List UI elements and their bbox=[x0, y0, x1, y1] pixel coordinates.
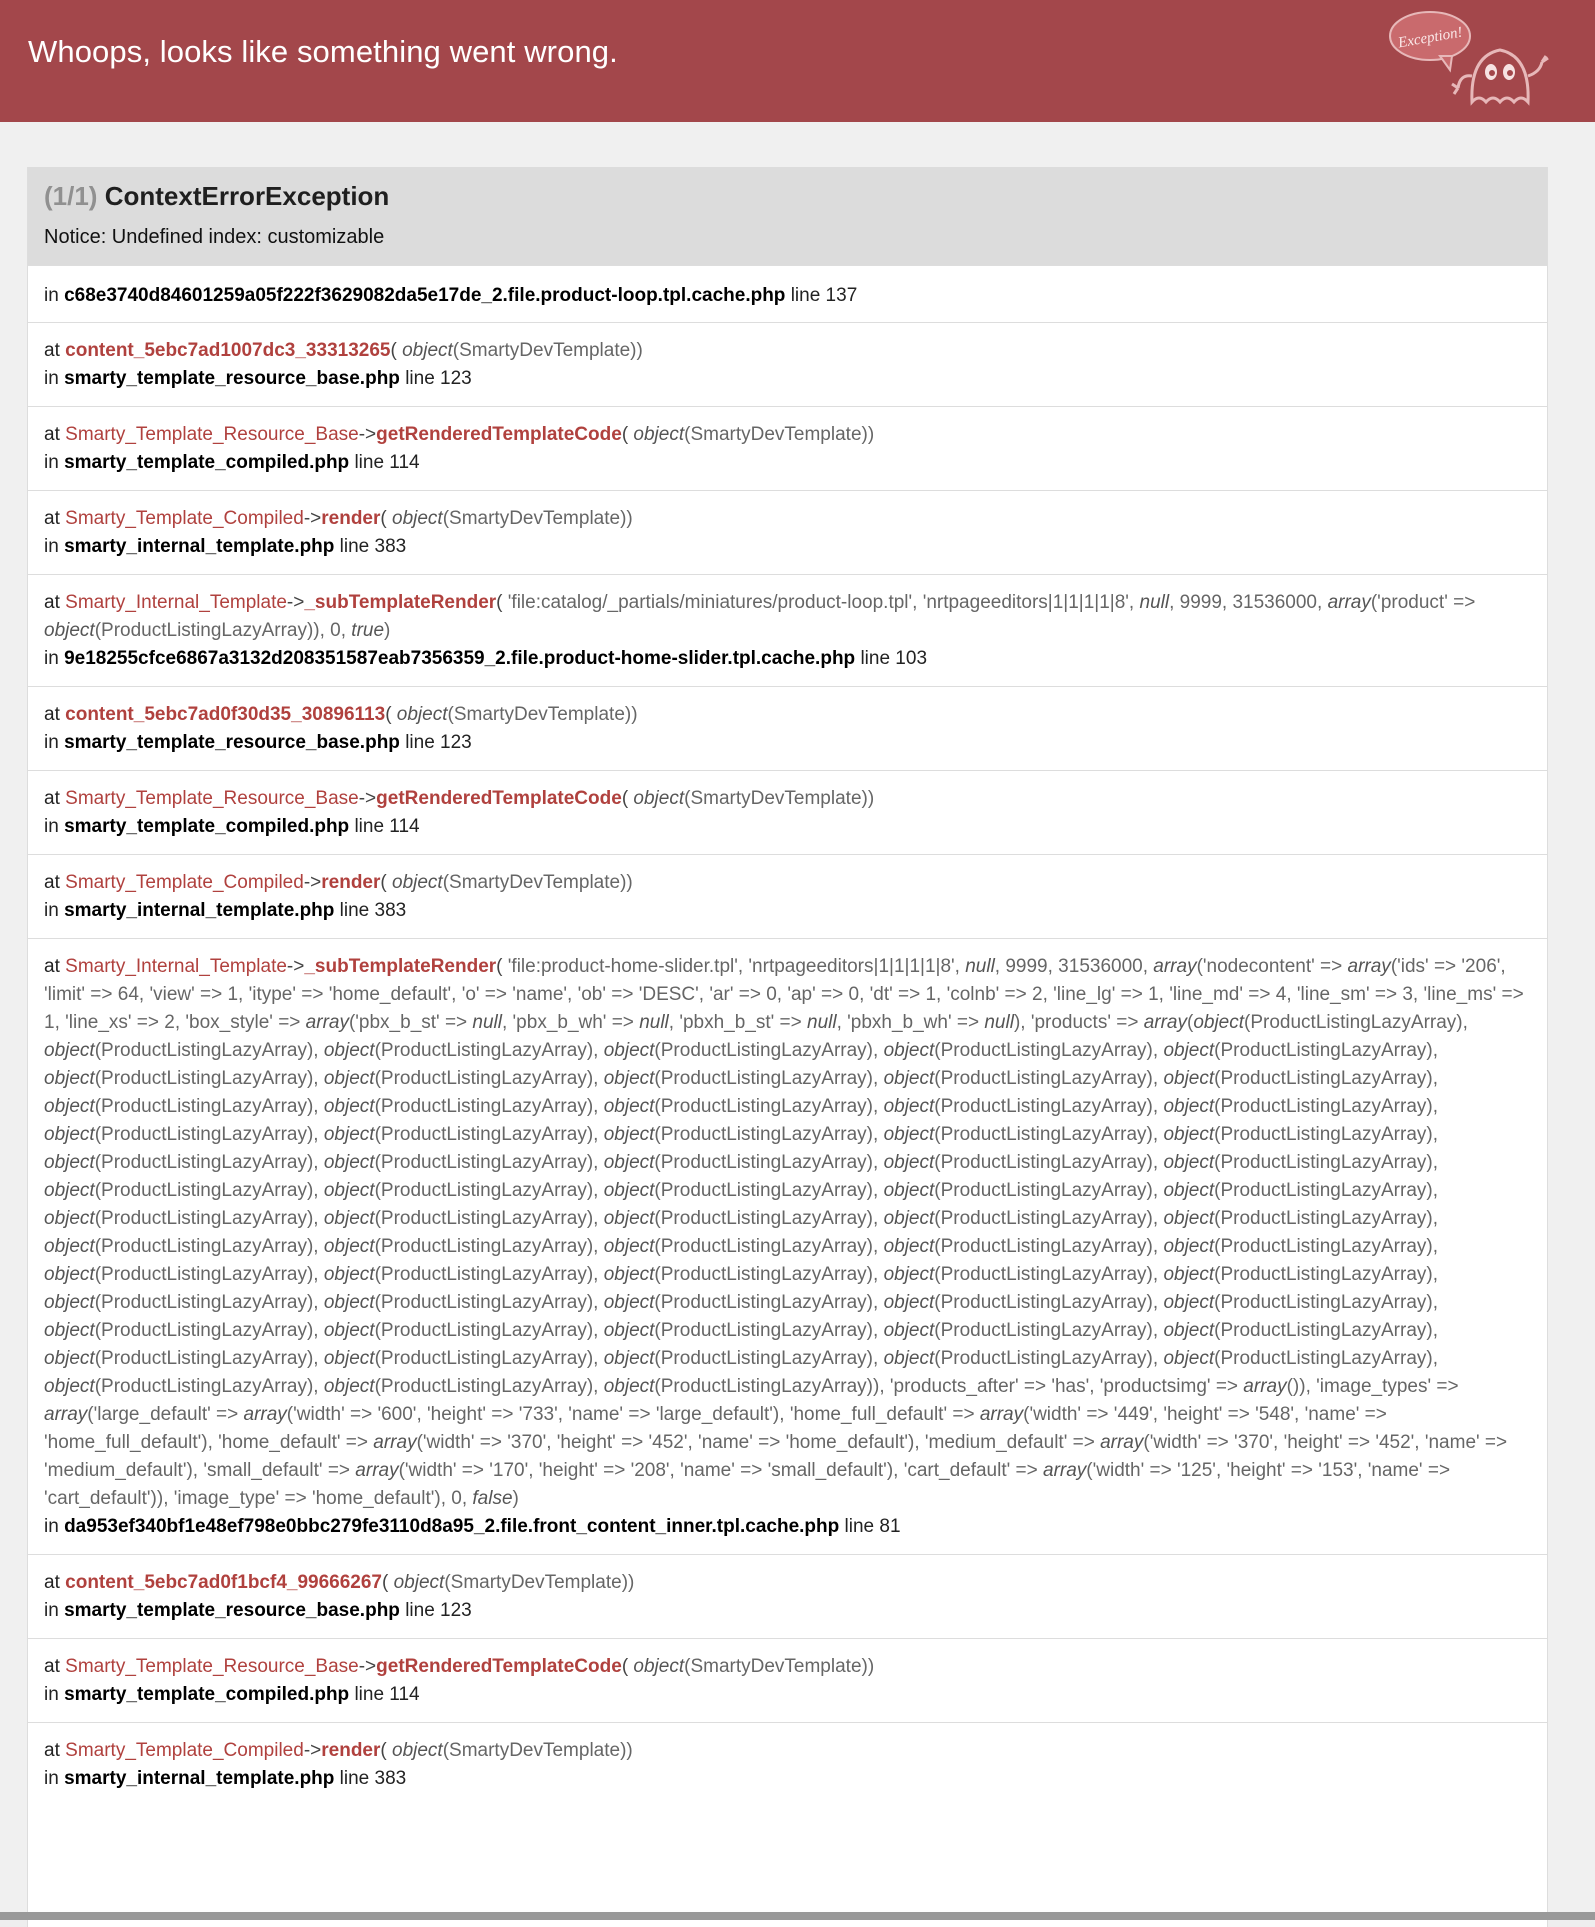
trace-function: _subTemplateRender bbox=[304, 592, 497, 613]
trace-arrow: -> bbox=[303, 1740, 322, 1761]
trace-file: smarty_template_resource_base.php bbox=[64, 368, 400, 389]
trace-arrow: -> bbox=[286, 592, 305, 613]
trace-arg-type: object bbox=[392, 508, 443, 529]
trace-class: Smarty_Template_Resource_Base bbox=[65, 788, 359, 809]
trace-arg-type: object bbox=[396, 704, 448, 725]
trace-at-label: at bbox=[44, 788, 60, 809]
trace-arrow: -> bbox=[303, 508, 322, 529]
trace-line: line 81 bbox=[844, 1516, 901, 1537]
trace-arrow: -> bbox=[286, 956, 305, 977]
trace-function: render bbox=[321, 1740, 381, 1761]
exception-message: Notice: Undefined index: customizable bbox=[44, 226, 385, 248]
trace-line: line 114 bbox=[354, 452, 420, 473]
trace-arg-type: object bbox=[392, 1740, 443, 1761]
trace-call: at Smarty_Internal_Template->_subTemplateRender( 'file:product-home-slider.tpl', 'nrtpageeditors|1|1|1|1|8', null, 9999, 31536000, array('nodecontent' => array('ids' => '206', 'limit' => 64, 'view' => 1, 'itype' => 'home_default', 'o' => 'name', 'ob' => 'DESC', 'ar' => 0, 'ap' => 0, 'dt' => 1, 'colnb' => 2, 'line_lg' => 1, 'line_md' => 4, 'line_sm' => 3, 'line_ms' => 1, 'line_xs' => 2, 'box_style' => array('pbx_b_st' => null, 'pbx_b_wh' => null, 'pbxh_b_st' => null, 'pbxh_b_wh' => null), 'products' => array(object(ProductListingLazyArray), object(ProductListingLazyArray), object(ProductListingLazyArray), object(ProductListingLazyArray), object(ProductListingLazyArray), object(ProductListingLazyArray), object(ProductListingLazyArray), object(ProductListingLazyArray), object(ProductListingLazyArray), object(ProductListingLazyArray), object(ProductListingLazyArray), object(ProductListingLazyArray), object(ProductListingLazyArray), object(ProductListingLazyArray), object(ProductListingLazyArray), object(ProductListingLazyArray), object(ProductListingLazyArray), object(ProductListingLazyArray), object(ProductListingLazyArray), object(ProductListingLazyArray), object(ProductListingLazyArray), object(ProductListingLazyArray), object(ProductListingLazyArray), object(ProductListingLazyArray), object(ProductListingLazyArray), object(ProductListingLazyArray), object(ProductListingLazyArray), object(ProductListingLazyArray), object(ProductListingLazyArray), object(ProductListingLazyArray), object(ProductListingLazyArray), object(ProductListingLazyArray), object(ProductListingLazyArray), object(ProductListingLazyArray), object(ProductListingLazyArray), object(ProductListingLazyArray), object(ProductListingLazyArray), object(ProductListingLazyArray), object(ProductListingLazyArray), object(ProductListingLazyArray), object(ProductListingLazyArray), object(ProductListingLazyArray), object(ProductListingLazyArray), object(ProductListingLazyArray), object(ProductListingLazyArray), object(ProductListingLazyArray), object(ProductListingLazyArray), object(ProductListingLazyArray), object(ProductListingLazyArray), object(ProductListingLazyArray), object(ProductListingLazyArray), object(ProductListingLazyArray), object(ProductListingLazyArray), object(ProductListingLazyArray), object(ProductListingLazyArray), object(ProductListingLazyArray), object(ProductListingLazyArray), object(ProductListingLazyArray), object(ProductListingLazyArray), object(ProductListingLazyArray), object(ProductListingLazyArray), object(ProductListingLazyArray), object(ProductListingLazyArray), object(ProductListingLazyArray)), 'products_after' => 'has', 'productsimg' => array()), 'image_types' => array('large_default' => array('width' => '600', 'height' => '733', 'name' => 'large_default'), 'home_full_default' => array('width' => '449', 'height' => '548', 'name' => 'home_full_default'), 'home_default' => array('width' => '370', 'height' => '452', 'name' => 'home_default'), 'medium_default' => array('width' => '370', 'height' => '452', 'name' => 'medium_default'), 'small_default' => array('width' => '170', 'height' => '208', 'name' => 'small_default'), 'cart_default' => array('width' => '125', 'height' => '153', 'name' => 'cart_default')), 'image_type' => 'home_default'), 0, false) bbox=[44, 956, 1524, 1509]
trace-at-label: at bbox=[44, 508, 60, 529]
trace-arg-type: object bbox=[402, 340, 453, 361]
trace-location: in smarty_template_compiled.php line 114 bbox=[44, 816, 420, 837]
trace-call: at Smarty_Template_Compiled->render( object(SmartyDevTemplate)) bbox=[44, 872, 633, 893]
trace-call: at Smarty_Template_Compiled->render( object(SmartyDevTemplate)) bbox=[44, 1740, 633, 1761]
trace-function: content_5ebc7ad0f30d35_30896113 bbox=[65, 704, 386, 725]
trace-line: line 123 bbox=[405, 732, 472, 753]
trace-file: 9e18255cfce6867a3132d208351587eab7356359_2.file.product-home-slider.tpl.cache.php bbox=[64, 648, 856, 669]
exception-location: in c68e3740d84601259a05f222f3629082da5e17de_2.file.product-loop.tpl.cache.php line 137 bbox=[28, 265, 1547, 322]
trace-frame bbox=[28, 490, 1547, 574]
trace-location: in smarty_template_compiled.php line 114 bbox=[44, 1684, 420, 1705]
trace-file: da953ef340bf1e48ef798e0bbc279fe3110d8a95_2.file.front_content_inner.tpl.cache.php bbox=[64, 1516, 840, 1537]
trace-line: line 114 bbox=[354, 1684, 420, 1705]
trace-arguments-repeat: object(ProductListingLazyArray), object(ProductListingLazyArray), object(ProductListingLazyArray), object(ProductListingLazyArray), bbox=[44, 1348, 1159, 1369]
trace-frame bbox=[28, 322, 1547, 406]
trace-line: line 123 bbox=[405, 368, 472, 389]
location-file: c68e3740d84601259a05f222f3629082da5e17de_2.file.product-loop.tpl.cache.php bbox=[64, 285, 786, 306]
trace-line: line 123 bbox=[405, 1600, 472, 1621]
trace-line: line 383 bbox=[339, 536, 407, 557]
trace-arg-type: object bbox=[633, 1656, 685, 1677]
trace-at-label: at bbox=[44, 592, 60, 613]
trace-arg-type: object bbox=[633, 788, 685, 809]
exception-count: (1/1) bbox=[44, 181, 98, 211]
trace-class: Smarty_Template_Compiled bbox=[65, 1740, 304, 1761]
trace-arguments-repeat: object(ProductListingLazyArray), object(ProductListingLazyArray), object(ProductListingLazyArray), object(ProductListingLazyArray), bbox=[44, 1236, 1439, 1285]
trace-frame bbox=[28, 574, 1547, 686]
trace-at-label: at bbox=[44, 1572, 60, 1593]
trace-arrow: -> bbox=[358, 788, 377, 809]
trace-arg-type: object bbox=[633, 424, 685, 445]
trace-arrow: -> bbox=[303, 872, 322, 893]
trace-at-label: at bbox=[44, 704, 60, 725]
trace-frame bbox=[28, 770, 1547, 854]
trace-arguments-repeat: object(ProductListingLazyArray), object(ProductListingLazyArray), object(ProductListingLazyArray), object(ProductListingLazyArray), bbox=[323, 1320, 1439, 1341]
trace-location: in smarty_template_compiled.php line 114 bbox=[44, 452, 420, 473]
trace-arg-value: (SmartyDevTemplate)) bbox=[442, 872, 633, 893]
trace-call: at Smarty_Template_Resource_Base->getRenderedTemplateCode( object(SmartyDevTemplate)) bbox=[44, 1656, 875, 1677]
trace-call: at Smarty_Internal_Template->_subTemplateRender( 'file:catalog/_partials/miniatures/product-loop.tpl', 'nrtpageeditors|1|1|1|1|8', null, 9999, 31536000, array('product' => object(ProductListingLazyArray)), 0, true) bbox=[44, 592, 1476, 641]
trace-frame bbox=[28, 1722, 1547, 1806]
trace-arrow: -> bbox=[358, 424, 377, 445]
trace-function: _subTemplateRender bbox=[304, 956, 497, 977]
trace-arguments-repeat: object(ProductListingLazyArray), object(ProductListingLazyArray), object(ProductListingLazyArray), object(ProductListingLazyArray), bbox=[44, 1292, 1439, 1341]
trace-file: smarty_template_compiled.php bbox=[64, 1684, 350, 1705]
trace-arg-value: (SmartyDevTemplate)) bbox=[684, 788, 875, 809]
trace-file: smarty_template_resource_base.php bbox=[64, 732, 400, 753]
trace-function: render bbox=[321, 508, 381, 529]
exception-badge-text: Exception! bbox=[1396, 24, 1464, 52]
trace-arguments-repeat: object(ProductListingLazyArray), object(ProductListingLazyArray), object(ProductListingLazyArray), object(ProductListingLazyArray), bbox=[44, 1236, 1159, 1257]
trace-frame bbox=[28, 854, 1547, 938]
trace-function: content_5ebc7ad0f1bcf4_99666267 bbox=[65, 1572, 382, 1593]
trace-location: in smarty_internal_template.php line 383 bbox=[44, 900, 407, 921]
trace-arg-value: (SmartyDevTemplate)) bbox=[452, 340, 643, 361]
trace-line: line 383 bbox=[339, 900, 407, 921]
trace-file: smarty_template_compiled.php bbox=[64, 816, 350, 837]
trace-arguments: 'file:product-home-slider.tpl', 'nrtpageeditors|1|1|1|1|8', null, 9999, 31536000, array('nodecontent' => array('ids' => '206', 'limit' => 64, 'view' => 1, 'itype' => 'home_default', 'o' => 'name', 'ob' => 'DESC', 'ar' => 0, 'ap' => 0, 'dt' => 1, 'colnb' => 2, 'line_lg' => 1, 'line_md' => 4, 'line_sm' => 3, 'line_ms' => 1, 'line_xs' => 2, 'box_style' => array('pbx_b_st' => null, 'pbx_b_wh' => null, 'pbxh_b_st' => null, 'pbxh_b_wh' => null), 'products' => array(object(ProductListingLazyArray), object(ProductListingLazyArray), object(ProductListingLazyArray), object(ProductListingLazyArray), bbox=[44, 956, 1524, 1061]
trace-arguments-repeat: object(ProductListingLazyArray), object(ProductListingLazyArray), object(ProductListingLazyArray), object(ProductListingLazyArray), bbox=[44, 1040, 1439, 1089]
trace-class: Smarty_Template_Compiled bbox=[65, 872, 304, 893]
trace-arg-value: (SmartyDevTemplate)) bbox=[684, 424, 875, 445]
stack-trace bbox=[28, 322, 1547, 1806]
trace-at-label: at bbox=[44, 340, 60, 361]
trace-arg-value: (SmartyDevTemplate)) bbox=[444, 1572, 635, 1593]
exception-ghost-icon bbox=[1380, 6, 1550, 116]
trace-frame bbox=[28, 938, 1547, 1554]
trace-arguments-tail: object(ProductListingLazyArray), object(ProductListingLazyArray), object(ProductListingLazyArray), object(ProductListingLazyArray)), 'products_after' => 'has', 'productsimg' => array()), 'image_types' => array('large_default' => array('width' => '600', 'height' => '733', 'name' => 'large_default'), 'home_full_default' => array('width' => '449', 'height' => '548', 'name' => 'home_full_default'), 'home_default' => array('width' => '370', 'height' => '452', 'name' => 'home_default'), 'medium_default' => array('width' => '370', 'height' => '452', 'name' => 'medium_default'), 'small_default' => array('width' => '170', 'height' => '208', 'name' => 'small_default'), 'cart_default' => array('width' => '125', 'height' => '153', 'name' => 'cart_default')), 'image_type' => 'home_default'), 0, false) bbox=[44, 1348, 1508, 1509]
trace-frame bbox=[28, 1554, 1547, 1638]
trace-function: getRenderedTemplateCode bbox=[376, 1656, 622, 1677]
trace-file: smarty_template_resource_base.php bbox=[64, 1600, 400, 1621]
trace-line: line 114 bbox=[354, 816, 420, 837]
trace-call: at content_5ebc7ad0f30d35_30896113( object(SmartyDevTemplate)) bbox=[44, 704, 638, 725]
trace-arg-type: object bbox=[393, 1572, 445, 1593]
trace-arguments-repeat: object(ProductListingLazyArray), object(ProductListingLazyArray), object(ProductListingLazyArray), object(ProductListingLazyArray), bbox=[44, 1068, 1439, 1117]
trace-call: at content_5ebc7ad0f1bcf4_99666267( object(SmartyDevTemplate)) bbox=[44, 1572, 635, 1593]
exception-title bbox=[44, 181, 1531, 212]
trace-file: smarty_template_compiled.php bbox=[64, 452, 350, 473]
trace-arguments-repeat: object(ProductListingLazyArray), object(ProductListingLazyArray), object(ProductListingLazyArray), object(ProductListingLazyArray), bbox=[323, 1096, 1439, 1117]
trace-frame bbox=[28, 1638, 1547, 1722]
trace-function: render bbox=[321, 872, 381, 893]
trace-call: at Smarty_Template_Resource_Base->getRenderedTemplateCode( object(SmartyDevTemplate)) bbox=[44, 424, 875, 445]
trace-function: getRenderedTemplateCode bbox=[376, 424, 622, 445]
trace-call: at Smarty_Template_Compiled->render( object(SmartyDevTemplate)) bbox=[44, 508, 633, 529]
trace-arguments-repeat: object(ProductListingLazyArray), object(ProductListingLazyArray), object(ProductListingLazyArray), object(ProductListingLazyArray), bbox=[44, 1264, 1439, 1313]
trace-arrow: -> bbox=[358, 1656, 377, 1677]
trace-arguments-repeat: object(ProductListingLazyArray), object(ProductListingLazyArray), object(ProductListingLazyArray), object(ProductListingLazyArray), bbox=[44, 1180, 1439, 1229]
trace-class: Smarty_Template_Compiled bbox=[65, 508, 304, 529]
trace-file: smarty_internal_template.php bbox=[64, 536, 335, 557]
trace-location: in smarty_internal_template.php line 383 bbox=[44, 536, 407, 557]
trace-frame bbox=[28, 406, 1547, 490]
trace-at-label: at bbox=[44, 1740, 60, 1761]
trace-function: getRenderedTemplateCode bbox=[376, 788, 622, 809]
trace-at-label: at bbox=[44, 1656, 60, 1677]
trace-location: in smarty_internal_template.php line 383 bbox=[44, 1768, 407, 1789]
trace-at-label: at bbox=[44, 424, 60, 445]
trace-arguments-repeat: object(ProductListingLazyArray), object(ProductListingLazyArray), object(ProductListingLazyArray), object(ProductListingLazyArray), bbox=[44, 1124, 1439, 1173]
trace-arguments-repeat: object(ProductListingLazyArray), object(ProductListingLazyArray), object(ProductListingLazyArray), object(ProductListingLazyArray), bbox=[44, 1152, 1439, 1201]
trace-location: in smarty_template_resource_base.php line 123 bbox=[44, 732, 472, 753]
exception-header bbox=[28, 167, 1547, 265]
trace-at-label: at bbox=[44, 872, 60, 893]
trace-location: in smarty_template_resource_base.php line 123 bbox=[44, 368, 472, 389]
exception-class: ContextErrorException bbox=[104, 181, 390, 211]
bottom-scroll-edge bbox=[0, 1912, 1595, 1920]
trace-location: in da953ef340bf1e48ef798e0bbc279fe3110d8a95_2.file.front_content_inner.tpl.cache.php line 81 bbox=[44, 1516, 901, 1537]
error-header bbox=[0, 0, 1595, 122]
page-title: Whoops, looks like something went wrong. bbox=[28, 34, 618, 69]
trace-arguments-repeat: object(ProductListingLazyArray), object(ProductListingLazyArray), object(ProductListingLazyArray), object(ProductListingLazyArray), bbox=[44, 1124, 1159, 1145]
trace-frame bbox=[28, 686, 1547, 770]
trace-class: Smarty_Template_Resource_Base bbox=[65, 1656, 359, 1677]
exception-panel bbox=[27, 167, 1548, 1927]
trace-location: in smarty_template_resource_base.php line 123 bbox=[44, 1600, 472, 1621]
trace-call: at content_5ebc7ad1007dc3_33313265( object(SmartyDevTemplate)) bbox=[44, 340, 643, 361]
trace-arg-value: (SmartyDevTemplate)) bbox=[442, 508, 633, 529]
location-line: line 137 bbox=[790, 285, 858, 306]
trace-file: smarty_internal_template.php bbox=[64, 900, 335, 921]
trace-at-label: at bbox=[44, 956, 60, 977]
trace-arguments: 'file:catalog/_partials/miniatures/product-loop.tpl', 'nrtpageeditors|1|1|1|1|8', null, 9999, 31536000, array('product' => object(ProductListingLazyArray)), 0, true) bbox=[44, 592, 1476, 641]
trace-arg-type: object bbox=[392, 872, 443, 893]
trace-arguments-repeat: object(ProductListingLazyArray), object(ProductListingLazyArray), object(ProductListingLazyArray), object(ProductListingLazyArray), bbox=[323, 1208, 1439, 1229]
trace-arg-value: (SmartyDevTemplate)) bbox=[447, 704, 638, 725]
trace-class: Smarty_Internal_Template bbox=[65, 956, 287, 977]
trace-class: Smarty_Internal_Template bbox=[65, 592, 287, 613]
trace-line: line 103 bbox=[860, 648, 928, 669]
trace-function: content_5ebc7ad1007dc3_33313265 bbox=[65, 340, 391, 361]
trace-location: in 9e18255cfce6867a3132d208351587eab7356359_2.file.product-home-slider.tpl.cache.php line 103 bbox=[44, 648, 928, 669]
trace-line: line 383 bbox=[339, 1768, 407, 1789]
trace-arg-value: (SmartyDevTemplate)) bbox=[684, 1656, 875, 1677]
trace-arg-value: (SmartyDevTemplate)) bbox=[442, 1740, 633, 1761]
trace-class: Smarty_Template_Resource_Base bbox=[65, 424, 359, 445]
trace-file: smarty_internal_template.php bbox=[64, 1768, 335, 1789]
trace-call: at Smarty_Template_Resource_Base->getRenderedTemplateCode( object(SmartyDevTemplate)) bbox=[44, 788, 875, 809]
